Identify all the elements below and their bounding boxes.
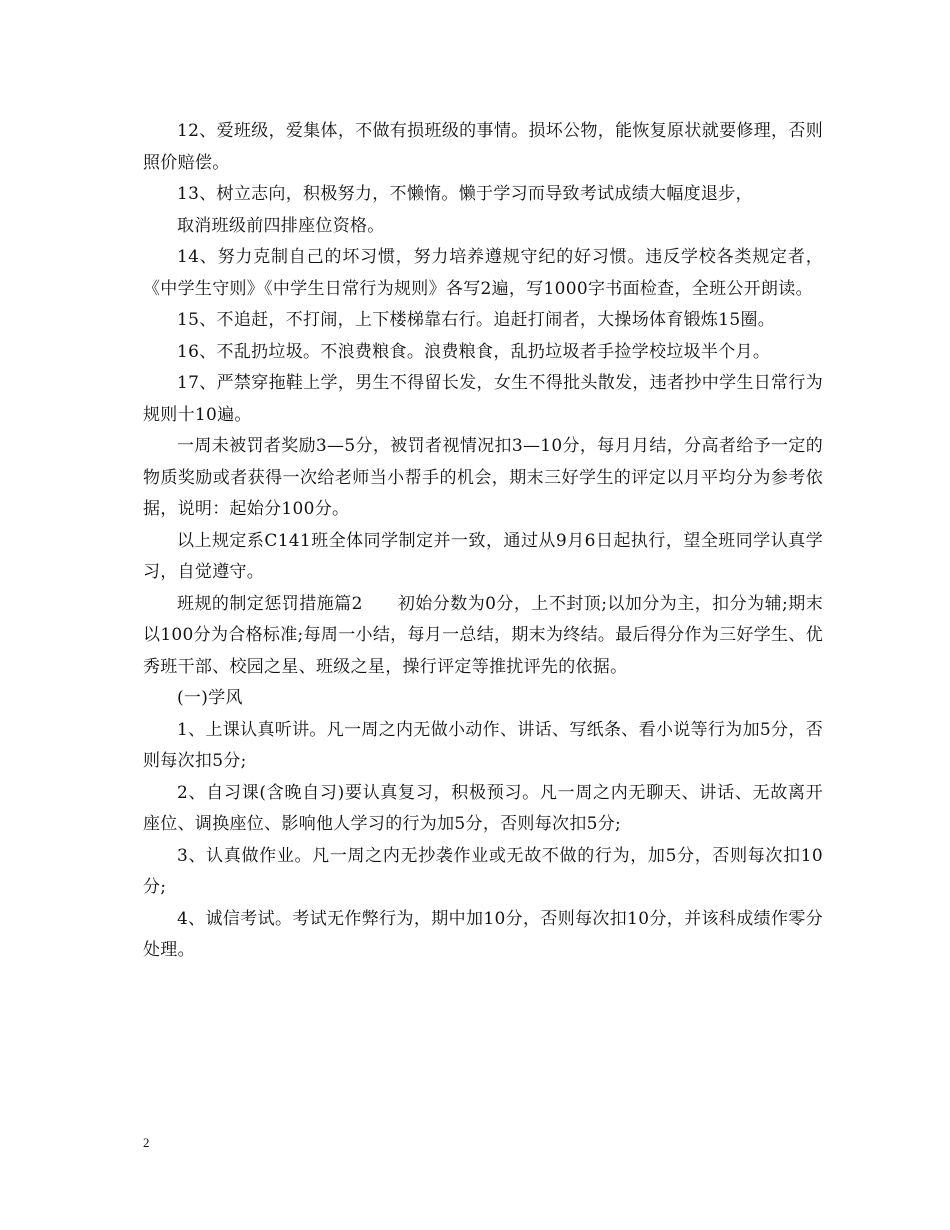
paragraph-rule-14: 14、努力克制自己的坏习惯，努力培养遵规守纪的好习惯。违反学校各类规定者，《中学生守则》《中学生日常行为规则》各写2遍，写1000字书面检查，全班公开朗读。 <box>143 247 823 299</box>
document-body <box>143 116 823 967</box>
section-heading-study-style: (一)学风 <box>177 688 243 708</box>
paragraph-item-2: 2、自习课(含晚自习)要认真复习，积极预习。凡一周之内无聊天、讲话、无故离开座位、调换座位、影响他人学习的行为加5分，否则每次扣5分; <box>143 782 823 834</box>
paragraph-rule-17: 17、严禁穿拖鞋上学，男生不得留长发，女生不得批头散发，违者抄中学生日常行为规则十10遍。 <box>143 373 823 425</box>
paragraph-rule-12: 12、爱班级，爱集体，不做有损班级的事情。损坏公物，能恢复原状就要修理，否则照价赔偿。 <box>143 121 823 173</box>
paragraph-rule-13-continued: 取消班级前四排座位资格。 <box>177 215 385 236</box>
paragraph-rule-16: 16、不乱扔垃圾。不浪费粮食。浪费粮食，乱扔垃圾者手捡学校垃圾半个月。 <box>177 341 771 362</box>
paragraph-section-2-intro: 班规的制定惩罚措施篇2 初始分数为0分，上不封顶;以加分为主，扣分为辅;期末以100分为合格标准;每周一小结，每月一总结，期末为终结。最后得分作为三好学生、优秀班干部、校园之星、班级之星，操行评定等推扰评先的依据。 <box>143 593 823 677</box>
paragraph-item-3: 3、认真做作业。凡一周之内无抄袭作业或无故不做的行为，加5分，否则每次扣10分; <box>143 845 823 897</box>
paragraph-item-4: 4、诚信考试。考试无作弊行为，期中加10分，否则每次扣10分，并该科成绩作零分处理。 <box>143 908 823 960</box>
page-number: 2 <box>143 1135 150 1150</box>
paragraph-scoring: 一周未被罚者奖励3—5分，被罚者视情况扣3—10分，每月月结，分高者给予一定的物质奖励或者获得一次给老师当小帮手的机会，期末三好学生的评定以月平均分为参考依据，说明：起始分100分。 <box>143 436 823 519</box>
paragraph-rule-13: 13、树立志向，积极努力，不懒惰。懒于学习而导致考试成绩大幅度退步， <box>177 184 753 204</box>
paragraph-item-1: 1、上课认真听讲。凡一周之内无做小动作、讲话、写纸条、看小说等行为加5分，否则每次扣5分; <box>143 719 823 771</box>
paragraph-effective-date: 以上规定系C141班全体同学制定并一致，通过从9月6日起执行，望全班同学认真学习，自觉遵守。 <box>143 530 823 582</box>
paragraph-rule-15: 15、不追赶，不打闹，上下楼梯靠右行。追赶打闹者，大操场体育锻炼15圈。 <box>177 310 776 330</box>
